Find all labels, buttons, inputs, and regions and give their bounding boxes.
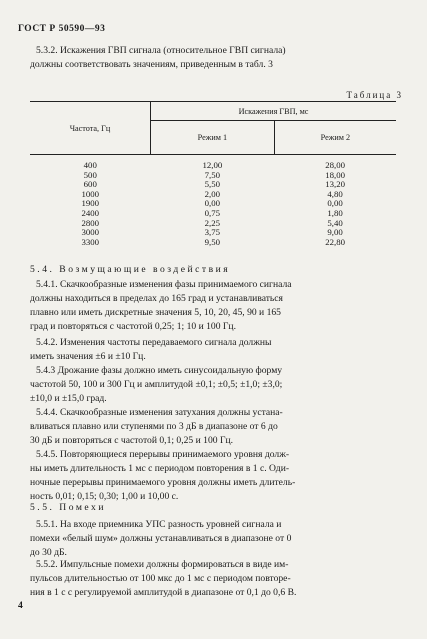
text-line: град и повторяться с частотой 0,25; 1; 10 и 100 Гц. (30, 321, 236, 332)
text-line: 5.3.2. Искажения ГВП сигнала (относительное ГВП сигнала) (36, 45, 286, 56)
text-line: ны иметь длительность 1 мс с периодом повторения в 1 с. Оди- (30, 463, 290, 474)
table-caption: Таблица 3 (346, 90, 403, 100)
table-cell: 13,20 (325, 179, 345, 190)
text-line: 5.5.1. На входе приемника УПС разность уровней сигнала и (36, 519, 282, 530)
table-cell: 1,80 (327, 207, 343, 218)
text-line: должны соответствовать значениям, приведенным в табл. 3 (30, 59, 273, 70)
column-header-frequency: Частота, Гц (30, 102, 151, 155)
text-line: 5.4.5. Повторяющиеся перерывы принимаемого уровня долж- (36, 449, 290, 460)
text-line: пульсов длительностью от 100 мкс до 1 мс с периодом повторе- (30, 573, 291, 584)
column-header-distortion: Искажения ГВП, мс (151, 102, 397, 121)
table-cell: 2,00 (204, 188, 221, 199)
text-line: 30 дБ и повторяться с частотой 0,1; 0,25 и 100 Гц. (30, 435, 234, 446)
table-row (30, 155, 396, 171)
text-line: ность 0,01; 0,15; 0,30; 1,00 и 10,00 с. (30, 491, 179, 502)
text-line: 5.4.4. Скачкообразные изменения затухания должны устана- (36, 407, 283, 418)
page-number: 4 (18, 600, 23, 611)
table-row (30, 238, 396, 248)
table-cell: 0,00 (204, 198, 221, 209)
table-cell: 9,00 (327, 227, 343, 238)
table-cell: 28,00 (325, 160, 345, 170)
column-header-mode-2: Режим 2 (274, 121, 396, 155)
text-line: ночные перерывы принимаемого уровня должны иметь длитель- (30, 477, 296, 488)
table-cell: 12,00 (202, 160, 223, 170)
table-cell: 2,25 (204, 217, 221, 228)
text-line: плавно или иметь дискретные значения 5, 10, 20, 45, 90 и 165 (30, 307, 281, 318)
paragraph-5-4-1 (30, 278, 397, 334)
text-line: иметь значения ±6 и ±10 Гц. (30, 351, 146, 362)
table-cell: 18,00 (325, 169, 345, 180)
paragraph-5-4-4 (30, 406, 397, 448)
paragraph-5-3-2 (30, 44, 390, 72)
table-cell: 5,40 (327, 217, 343, 228)
text-line: 5.4.1. Скачкообразные изменения фазы принимаемого сигнала (36, 279, 292, 290)
document-header: ГОСТ Р 50590—93 (18, 24, 106, 34)
table-cell: 400 (83, 160, 97, 170)
section-title-5-4: 5.4. Возмущающие воздействия (30, 264, 231, 275)
table-cell: 5,50 (204, 179, 221, 190)
text-line: ±10,0 и ±15,0 град. (30, 393, 107, 404)
text-line: ния в 1 с с регулируемой амплитудой в диапазоне от 0,1 до 0,6 В. (30, 587, 297, 598)
table-cell: 2800 (81, 217, 100, 228)
text-line: помехи «белый шум» должны устанавливаться в диапазоне от 0 (30, 533, 292, 544)
table-cell: 3300 (81, 236, 100, 247)
table-cell: 2400 (81, 207, 100, 218)
table-cell: 1900 (81, 198, 100, 209)
table-cell: 600 (83, 179, 97, 190)
paragraph-5-4-3 (30, 364, 397, 406)
paragraph-5-4-5 (30, 448, 397, 504)
text-line: 5.4.2. Изменения частоты передаваемого сигнала должны (36, 337, 272, 348)
column-header-mode-1: Режим 1 (151, 121, 275, 155)
table-cell: 0,75 (204, 207, 221, 218)
text-line: до 30 дБ. (30, 547, 67, 558)
text-line: 5.5.2. Импульсные помехи должны формироваться в виде им- (36, 559, 289, 570)
gvp-table (30, 101, 396, 247)
text-line: частотой 50, 100 и 300 Гц и амплитудой ±0,1; ±0,5; ±1,0; ±3,0; (30, 379, 283, 390)
table-cell: 3000 (81, 227, 100, 238)
table-cell: 9,50 (204, 236, 221, 247)
paragraph-5-5-2 (30, 558, 397, 600)
table-cell: 3,75 (204, 227, 221, 238)
table-cell: 0,00 (327, 198, 343, 209)
table-cell: 22,80 (325, 236, 345, 247)
text-line: должны находиться в пределах до 165 град и устанавливаться (30, 293, 283, 304)
table-cell: 4,80 (327, 188, 343, 199)
section-title-5-5: 5.5. Помехи (30, 502, 106, 513)
table-cell: 7,50 (204, 169, 221, 180)
text-line: вливаться плавно или ступенями по 3 дБ в диапазоне от 6 до (30, 421, 278, 432)
paragraph-5-5-1 (30, 518, 397, 560)
table-cell: 500 (83, 169, 97, 180)
text-line: 5.4.3 Дрожание фазы должно иметь синусоидальную форму (36, 365, 283, 376)
paragraph-5-4-2 (30, 336, 397, 364)
table-cell: 1000 (81, 188, 100, 199)
